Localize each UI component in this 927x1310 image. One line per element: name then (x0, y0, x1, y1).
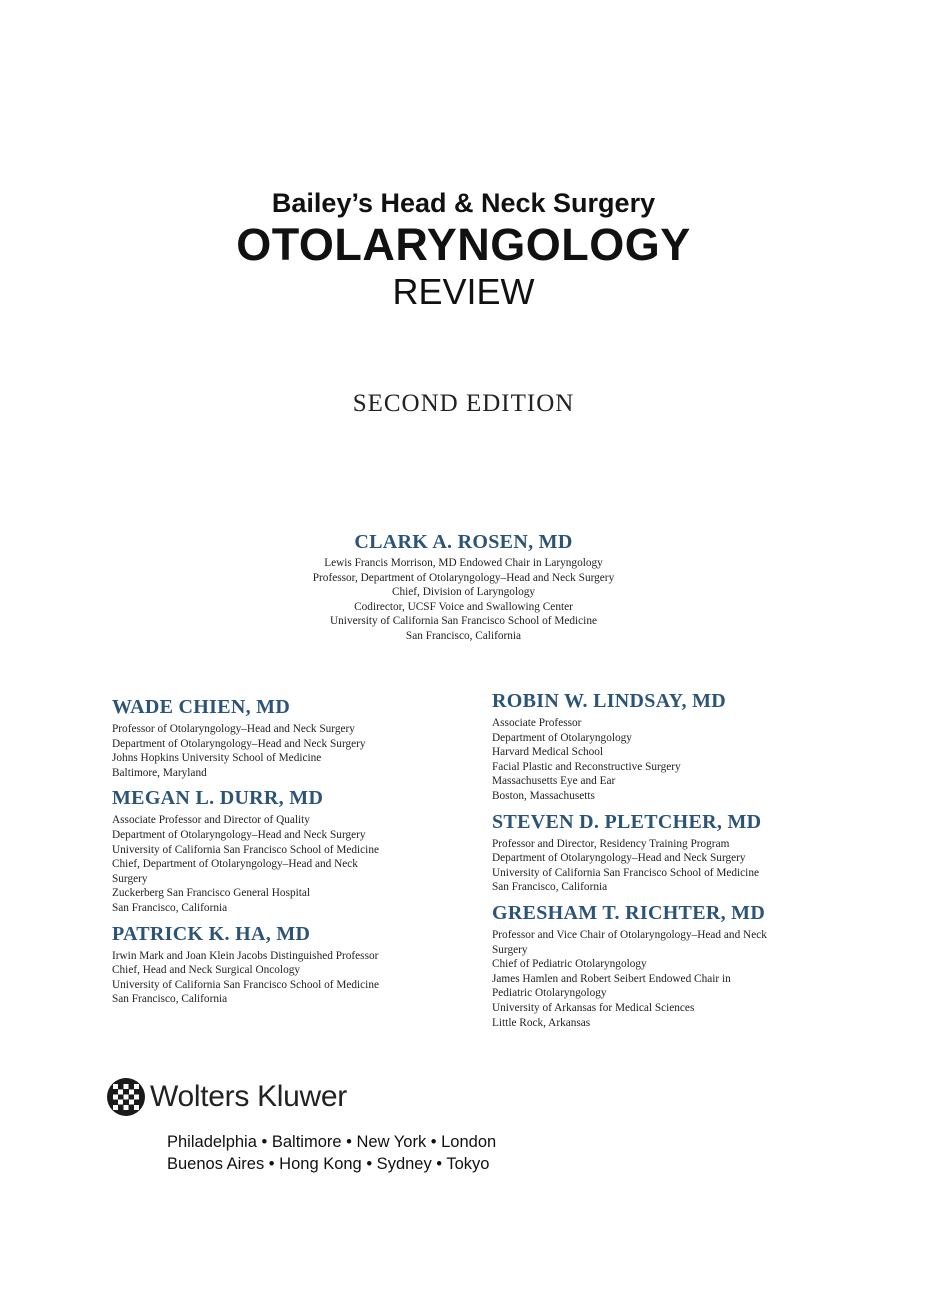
affiliation-line: University of California San Francisco School of Medicine (112, 978, 379, 991)
publisher-logo (106, 1075, 526, 1119)
author-entry (492, 901, 822, 1030)
affiliation-line: University of California San Francisco School of Medicine (330, 615, 597, 628)
lead-author (0, 530, 927, 644)
affiliation-line: Lewis Francis Morrison, MD Endowed Chair in Laryngology (324, 557, 603, 569)
affiliation-line: San Francisco, California (112, 993, 228, 1006)
author-entry (492, 689, 822, 804)
affiliation-line: Chief, Department of Otolaryngology–Head and Neck (112, 858, 358, 871)
affiliation-line: Chief, Head and Neck Surgical Oncology (112, 964, 301, 977)
author-name: ROBIN W. LINDSAY, MD (492, 690, 727, 712)
wolters-kluwer-logo-icon (106, 1077, 146, 1117)
author-entry (112, 786, 432, 915)
book-title: OTOLARYNGOLOGY (236, 219, 691, 270)
affiliation-line: Department of Otolaryngology–Head and Neck Surgery (492, 852, 746, 865)
affiliation-line: Johns Hopkins University School of Medicine (112, 752, 322, 765)
lead-author-affiliation (0, 556, 927, 644)
affiliation-line: Surgery (112, 872, 148, 885)
affiliation-line: Pediatric Otolaryngology (492, 987, 607, 1000)
author-affiliation (492, 716, 822, 804)
affiliation-line: Associate Professor and Director of Quality (112, 814, 310, 827)
affiliation-line: Surgery (492, 943, 528, 956)
author-name: MEGAN L. DURR, MD (112, 787, 324, 810)
affiliation-line: University of California San Francisco School of Medicine (492, 866, 759, 879)
affiliation-line: Irwin Mark and Joan Klein Jacobs Distinguished Professor (112, 949, 379, 962)
affiliation-line: Associate Professor (492, 717, 582, 729)
affiliation-line: San Francisco, California (405, 629, 522, 642)
lead-author-name: CLARK A. ROSEN, MD (354, 531, 573, 553)
author-entry (112, 695, 432, 780)
book-title-review: REVIEW (392, 271, 535, 312)
affiliation-line: James Hamlen and Robert Seibert Endowed Chair in (492, 972, 731, 985)
author-affiliation (492, 928, 822, 1030)
author-name: WADE CHIEN, MD (112, 696, 291, 718)
affiliation-line: Professor and Vice Chair of Otolaryngology–Head and Neck (492, 928, 767, 941)
affiliation-line: Chief of Pediatric Otolaryngology (492, 958, 647, 971)
cities-line: Buenos Aires • Hong Kong • Sydney • Tokyo (167, 1155, 490, 1173)
right-author-column (492, 689, 822, 1036)
author-name: PATRICK K. HA, MD (112, 922, 311, 945)
publisher-block (106, 1075, 526, 1175)
edition-label: SECOND EDITION (352, 390, 575, 417)
affiliation-line: University of California San Francisco School of Medicine (112, 843, 379, 856)
author-affiliation (112, 949, 432, 1007)
author-entry (492, 810, 822, 895)
affiliation-line: Professor of Otolaryngology–Head and Neck Surgery (112, 723, 355, 735)
title-block (0, 186, 927, 314)
affiliation-line: San Francisco, California (492, 881, 608, 894)
affiliation-line: Facial Plastic and Reconstructive Surgery (492, 760, 681, 773)
affiliation-line: Professor, Department of Otolaryngology–Head and Neck Surgery (312, 571, 615, 584)
cities-line: Philadelphia • Baltimore • New York • London (167, 1133, 497, 1151)
left-author-column (112, 695, 432, 1013)
affiliation-line: Massachusetts Eye and Ear (492, 775, 616, 788)
affiliation-line: Professor and Director, Residency Training Program (492, 837, 730, 850)
publisher-cities (167, 1131, 526, 1175)
author-affiliation (112, 722, 432, 780)
affiliation-line: University of Arkansas for Medical Sciences (492, 1001, 695, 1014)
publisher-name: Wolters Kluwer (150, 1080, 347, 1113)
affiliation-line: Zuckerberg San Francisco General Hospital (112, 887, 311, 900)
affiliation-line: San Francisco, California (112, 901, 228, 914)
author-entry (112, 922, 432, 1007)
affiliation-line: Little Rock, Arkansas (492, 1016, 591, 1029)
affiliation-line: Department of Otolaryngology–Head and Neck Surgery (112, 737, 366, 750)
author-name: STEVEN D. PLETCHER, MD (492, 810, 762, 833)
affiliation-line: Boston, Massachusetts (492, 789, 595, 802)
affiliation-line: Chief, Division of Laryngology (391, 586, 536, 599)
affiliation-line: Codirector, UCSF Voice and Swallowing Center (354, 600, 573, 613)
author-name: GRESHAM T. RICHTER, MD (492, 901, 766, 924)
affiliation-line: Baltimore, Maryland (112, 766, 207, 779)
author-affiliation (492, 837, 822, 895)
affiliation-line: Department of Otolaryngology–Head and Neck Surgery (112, 828, 366, 841)
affiliation-line: Harvard Medical School (492, 746, 604, 759)
author-affiliation (112, 813, 432, 915)
affiliation-line: Department of Otolaryngology (492, 731, 632, 744)
book-subtitle: Bailey’s Head & Neck Surgery (271, 188, 656, 218)
